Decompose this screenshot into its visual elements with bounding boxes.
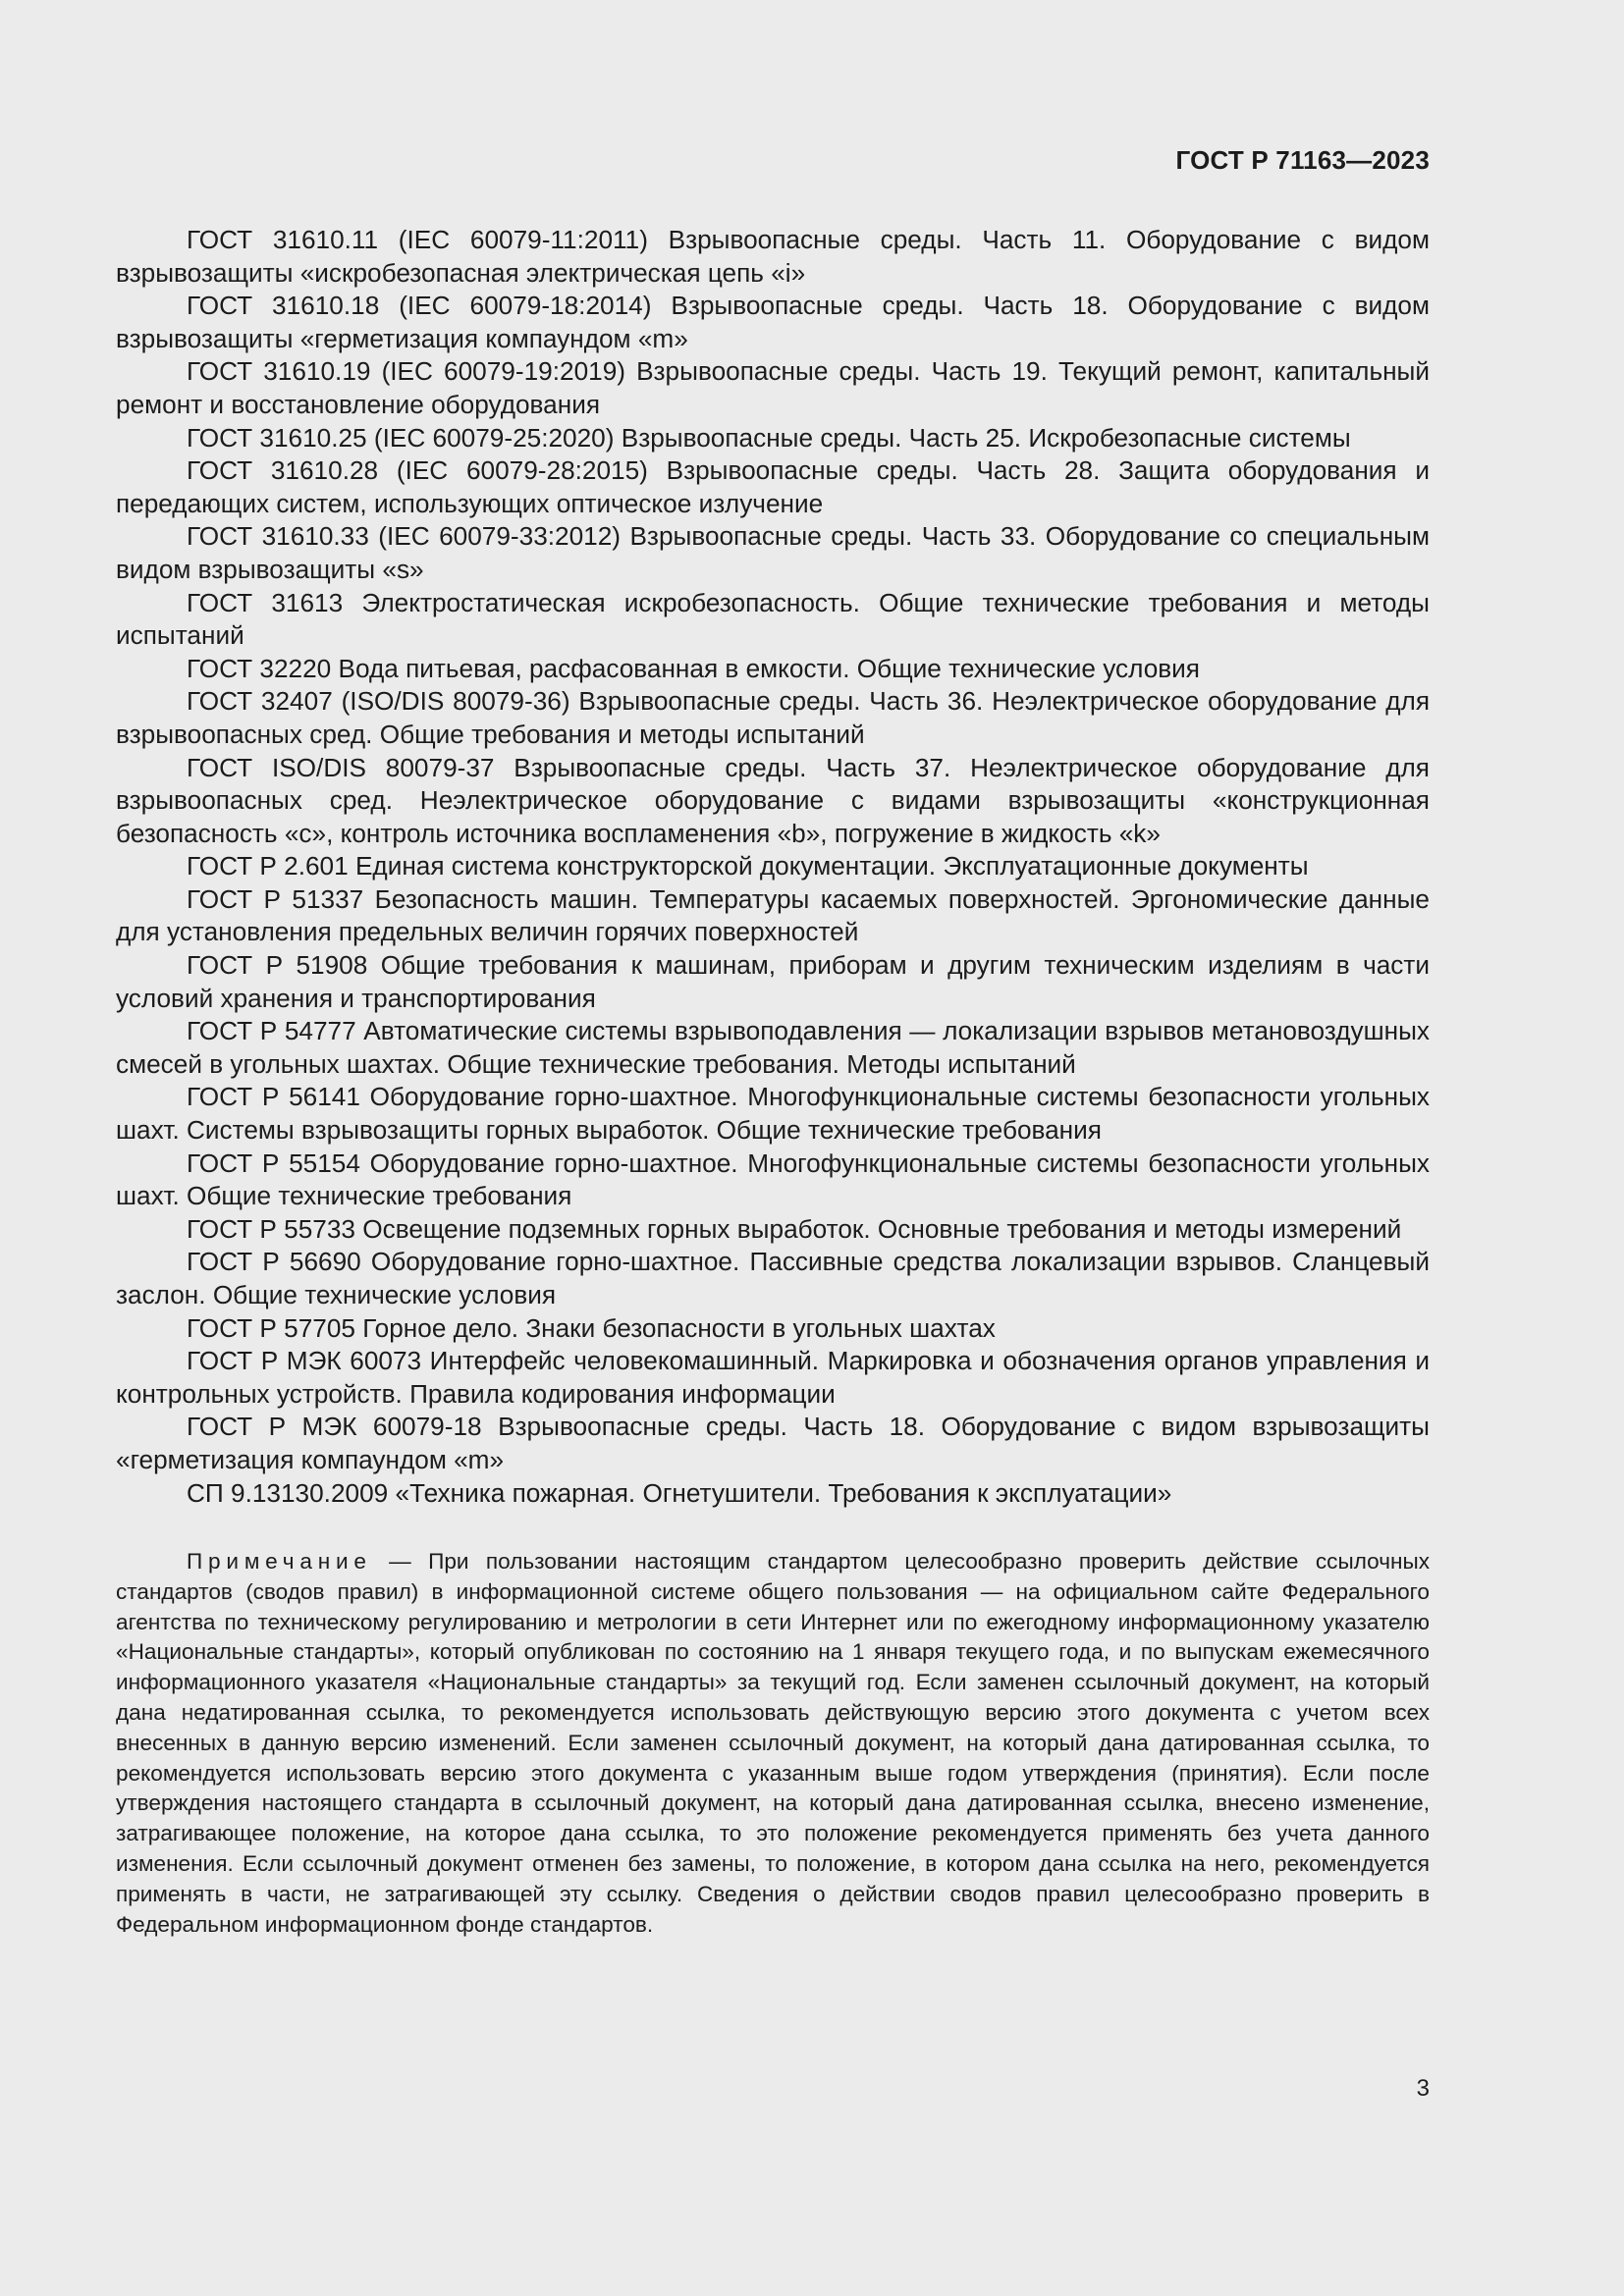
- reference-item: ГОСТ 31610.11 (IEC 60079-11:2011) Взрывоопасные среды. Часть 11. Оборудование с видом взрывозащиты «искробезопасная электрическая цепь «i»: [116, 225, 1430, 288]
- reference-item: СП 9.13130.2009 «Техника пожарная. Огнетушители. Требования к эксплуатации»: [187, 1477, 1172, 1508]
- reference-item: ГОСТ 31610.28 (IEC 60079-28:2015) Взрывоопасные среды. Часть 28. Защита оборудования и передающих систем, использующих оптическое излучение: [116, 455, 1430, 518]
- reference-item: ГОСТ Р 55733 Освещение подземных горных выработок. Основные требования и методы измерений: [187, 1213, 1402, 1244]
- reference-item: ГОСТ Р 56690 Оборудование горно-шахтное. Пассивные средства локализации взрывов. Сланцевый заслон. Общие технические условия: [116, 1247, 1430, 1309]
- reference-item: ГОСТ 31610.25 (IEC 60079-25:2020) Взрывоопасные среды. Часть 25. Искробезопасные системы: [187, 422, 1351, 453]
- reference-item: ГОСТ Р 51337 Безопасность машин. Температуры касаемых поверхностей. Эргономические данные для установления предельных величин горячих поверхностей: [116, 883, 1430, 947]
- reference-item: ГОСТ 31610.19 (IEC 60079-19:2019) Взрывоопасные среды. Часть 19. Текущий ремонт, капитальный ремонт и восстановление оборудования: [116, 356, 1430, 419]
- note-label: Примечание: [187, 1549, 372, 1574]
- reference-item: ГОСТ Р МЭК 60079-18 Взрывоопасные среды. Часть 18. Оборудование с видом взрывозащиты «герметизация компаундом «m»: [116, 1412, 1430, 1474]
- normative-references-list: [116, 224, 1430, 1510]
- reference-item: ГОСТ 31613 Электростатическая искробезопасность. Общие технические требования и методы испытаний: [116, 587, 1430, 651]
- page-number: 3: [1416, 2075, 1430, 2102]
- reference-item: ГОСТ ISO/DIS 80079-37 Взрывоопасные среды. Часть 37. Неэлектрическое оборудование для взрывоопасных сред. Неэлектрическое оборудование с видами взрывозащиты «конструкционная безопасность «c», контроль источника воспламенения «b», погружение в жидкость «k»: [116, 752, 1430, 848]
- reference-item: ГОСТ Р 55154 Оборудование горно-шахтное. Многофункциональные системы безопасности угольных шахт. Общие технические требования: [116, 1148, 1430, 1211]
- reference-item: ГОСТ Р МЭК 60073 Интерфейс человекомашинный. Маркировка и обозначения органов управления и контрольных устройств. Правила кодирования информации: [116, 1346, 1430, 1409]
- reference-item: ГОСТ 32220 Вода питьевая, расфасованная в емкости. Общие технические условия: [187, 653, 1200, 683]
- reference-item: ГОСТ Р 2.601 Единая система конструкторской документации. Эксплуатационные документы: [187, 851, 1309, 881]
- reference-item: ГОСТ 31610.18 (IEC 60079-18:2014) Взрывоопасные среды. Часть 18. Оборудование с видом взрывозащиты «герметизация компаундом «m»: [116, 291, 1430, 353]
- reference-item: ГОСТ Р 57705 Горное дело. Знаки безопасности в угольных шахтах: [187, 1312, 996, 1343]
- reference-item: ГОСТ Р 51908 Общие требования к машинам, приборам и другим техническим изделиям в части условий хранения и транспортирования: [116, 950, 1430, 1013]
- document-code-header: ГОСТ Р 71163—2023: [1175, 145, 1430, 175]
- reference-item: ГОСТ Р 54777 Автоматические системы взрывоподавления — локализации взрывов метановоздушных смесей в угольных шахтах. Общие технические требования. Методы испытаний: [116, 1016, 1430, 1079]
- reference-item: ГОСТ 32407 (ISO/DIS 80079-36) Взрывоопасные среды. Часть 36. Неэлектрическое оборудование для взрывоопасных сред. Общие требования и методы испытаний: [116, 686, 1430, 749]
- reference-item: ГОСТ 31610.33 (IEC 60079-33:2012) Взрывоопасные среды. Часть 33. Оборудование со специальным видом взрывозащиты «s»: [116, 521, 1430, 584]
- note-paragraph: [116, 1547, 1430, 1940]
- note-text: — При пользовании настоящим стандартом целесообразно проверить действие ссылочных стандартов (сводов правил) в информационной системе общего пользования — на официальном сайте Федерального агентства по техническому регулированию и метрологии в сети Интернет или по ежегодному информационному указателю «Национальные стандарты», который опубликован по состоянию на 1 января текущего года, и по выпускам ежемесячного информационного указателя «Национальные стандарты» за текущий год. Если заменен ссылочный документ, на который дана недатированная ссылка, то рекомендуется использовать действующую версию этого документа с учетом всех внесенных в данную версию изменений. Если заменен ссылочный документ, на который дана датированная ссылка, то рекомендуется использовать версию этого документа с указанным выше годом утверждения (принятия). Если после утверждения настоящего стандарта в ссылочный документ, на который дана датированная ссылка, внесено изменение, затрагивающее положение, на которое дана ссылка, то это положение рекомендуется применять без учета данного изменения. Если ссылочный документ отменен без замены, то положение, в котором дана ссылка на него, рекомендуется применять в части, не затрагивающей эту ссылку. Сведения о действии сводов правил целесообразно проверить в Федеральном информационном фонде стандартов.: [116, 1549, 1430, 1937]
- reference-item: ГОСТ Р 56141 Оборудование горно-шахтное. Многофункциональные системы безопасности угольных шахт. Системы взрывозащиты горных выработок. Общие технические требования: [116, 1082, 1430, 1146]
